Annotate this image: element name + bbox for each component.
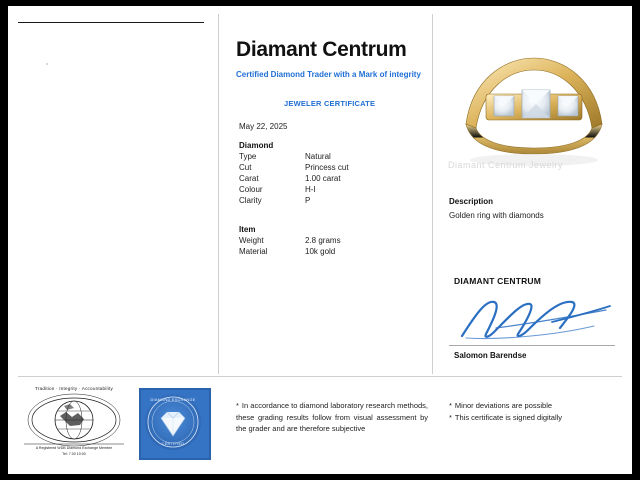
diamond-stamp — [139, 388, 211, 460]
page-title: Diamant Centrum — [236, 38, 407, 61]
description-text: Golden ring with diamonds — [449, 211, 544, 220]
item-material-label: Material — [239, 247, 268, 256]
footer-disclaimer-star: * — [236, 401, 239, 410]
signature-line — [449, 345, 615, 346]
diamond-type-value: Natural — [305, 152, 331, 161]
page-subtitle: Certified Diamond Trader with a Mark of integrity — [236, 70, 421, 79]
diamond-stamp-top-text: DIAMOND EXCHANGE — [150, 398, 196, 402]
footer-note-1-star: * — [449, 401, 452, 410]
right-column-divider — [432, 14, 433, 374]
bottom-divider — [18, 376, 622, 377]
globe-seal-tel-text: Tel: 7.00 10:00 — [62, 452, 86, 456]
certificate-page — [8, 6, 632, 474]
footer-notes — [449, 400, 619, 423]
footer-note-2-star: * — [449, 412, 452, 422]
diamond-clarity-value: P — [305, 196, 311, 205]
globe-seal-bottom-text: A Registered WDB Diamond Exchange Member — [35, 446, 113, 450]
globe-seal-top-text: Tradition · Integrity · Accountability — [35, 386, 113, 391]
footer-disclaimer — [236, 400, 428, 435]
item-weight-value: 2.8 grams — [305, 236, 341, 245]
footer-note-2 — [449, 412, 619, 424]
diamond-type-label: Type — [239, 152, 257, 161]
diamond-clarity-label: Clarity — [239, 196, 262, 205]
top-divider — [18, 22, 204, 23]
footer-note-2-text: This certificate is signed digitally — [454, 412, 563, 422]
diamond-carat-value: 1.00 carat — [305, 174, 341, 183]
item-weight-label: Weight — [239, 236, 264, 245]
left-column-divider — [218, 14, 219, 374]
diamond-section-heading: Diamond — [239, 141, 274, 150]
issue-date: May 22, 2025 — [239, 122, 288, 131]
certificate-type-label: JEWELER CERTIFICATE — [284, 99, 376, 108]
ring-photo — [442, 20, 622, 188]
globe-seal — [20, 386, 128, 460]
decorative-dot — [46, 63, 48, 65]
diamond-cut-value: Princess cut — [305, 163, 349, 172]
diamond-stamp-bottom-text: CERTIFIED — [161, 442, 185, 446]
description-heading: Description — [449, 197, 494, 206]
photo-watermark: Diamant Centrum Jewelry — [448, 160, 564, 170]
item-material-value: 10k gold — [305, 247, 336, 256]
diamond-cut-label: Cut — [239, 163, 252, 172]
diamond-colour-value: H-I — [305, 185, 316, 194]
footer-disclaimer-text: In accordance to diamond laboratory research methods, these grading results follow from visual assessment by the grader and are therefore subjective — [236, 401, 428, 434]
diamond-colour-label: Colour — [239, 185, 263, 194]
diamond-carat-label: Carat — [239, 174, 259, 183]
item-section-heading: Item — [239, 225, 256, 234]
footer-note-1 — [449, 400, 619, 412]
footer-note-1-text: Minor deviations are possible — [454, 401, 553, 410]
company-name: DIAMANT CENTRUM — [454, 276, 542, 286]
signature-image — [456, 292, 616, 344]
signer-name: Salomon Barendse — [454, 351, 527, 360]
